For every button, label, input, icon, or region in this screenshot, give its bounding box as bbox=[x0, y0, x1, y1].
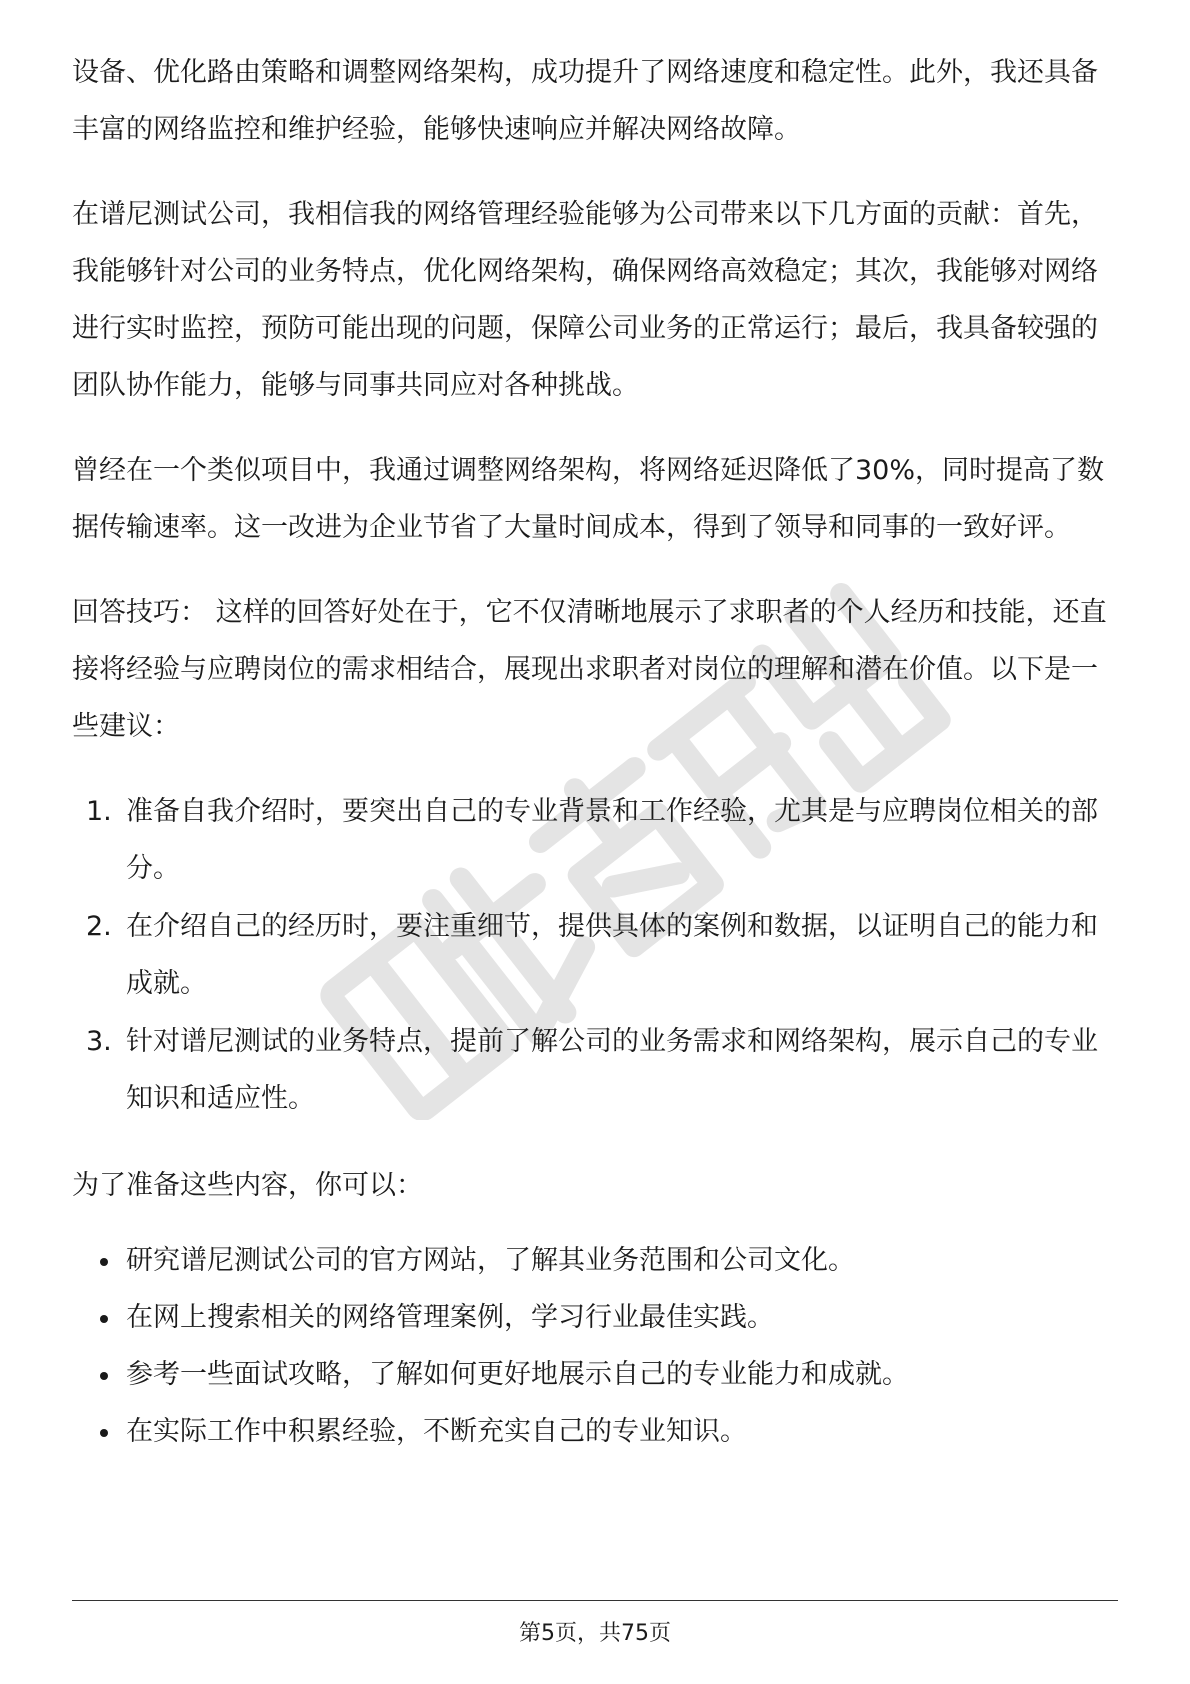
paragraph-contribution: 在谱尼测试公司，我相信我的网络管理经验能够为公司带来以下几方面的贡献：首先，我能够针对公司的业务特点，优化网络架构，确保网络高效稳定；其次，我能够对网络进行实时监控，预防可能出现的问题，保障公司业务的正常运行；最后，我具备较强的团队协作能力，能够与同事共同应对各种挑战。 bbox=[72, 199, 1098, 401]
paragraph-prep-intro: 为了准备这些内容，你可以： bbox=[72, 1170, 423, 1201]
list-item bbox=[72, 1232, 1118, 1289]
list-item bbox=[72, 1013, 1118, 1127]
paragraph-experience-intro: 设备、优化路由策略和调整网络架构，成功提升了网络速度和稳定性。此外，我还具备丰富的网络监控和维护经验，能够快速响应并解决网络故障。 bbox=[72, 57, 1098, 145]
list-item bbox=[72, 898, 1118, 1012]
footer-divider bbox=[72, 1600, 1118, 1601]
document-body bbox=[72, 44, 1118, 1460]
bullet-icon bbox=[100, 1315, 108, 1323]
list-item bbox=[72, 1346, 1118, 1403]
page-number: 第5页，共75页 bbox=[519, 1621, 671, 1646]
list-item-text: 准备自我介绍时，要突出自己的专业背景和工作经验，尤其是与应聘岗位相关的部分。 bbox=[126, 796, 1098, 884]
list-item bbox=[72, 1403, 1118, 1460]
list-item-text: 在实际工作中积累经验，不断充实自己的专业知识。 bbox=[126, 1416, 747, 1447]
bullet-icon bbox=[100, 1429, 108, 1437]
list-item-text: 研究谱尼测试公司的官方网站，了解其业务范围和公司文化。 bbox=[126, 1245, 855, 1276]
list-item-number: 2. bbox=[86, 911, 112, 942]
list-item bbox=[72, 783, 1118, 897]
preparation-list bbox=[72, 1232, 1118, 1460]
list-item-text: 在介绍自己的经历时，要注重细节，提供具体的案例和数据，以证明自己的能力和成就。 bbox=[126, 911, 1098, 999]
list-item-text: 在网上搜索相关的网络管理案例，学习行业最佳实践。 bbox=[126, 1302, 774, 1333]
list-item-text: 针对谱尼测试的业务特点，提前了解公司的业务需求和网络架构，展示自己的专业知识和适应性。 bbox=[126, 1026, 1098, 1114]
list-item-number: 1. bbox=[86, 796, 112, 827]
bullet-icon bbox=[100, 1258, 108, 1266]
paragraph-answer-tips: 回答技巧： 这样的回答好处在于，它不仅清晰地展示了求职者的个人经历和技能，还直接将经验与应聘岗位的需求相结合，展现出求职者对岗位的理解和潜在价值。以下是一些建议： bbox=[72, 597, 1107, 742]
bullet-icon bbox=[100, 1372, 108, 1380]
list-item bbox=[72, 1289, 1118, 1346]
list-item-text: 参考一些面试攻略，了解如何更好地展示自己的专业能力和成就。 bbox=[126, 1359, 909, 1390]
paragraph-project-example: 曾经在一个类似项目中，我通过调整网络架构，将网络延迟降低了30%，同时提高了数据传输速率。这一改进为企业节省了大量时间成本，得到了领导和同事的一致好评。 bbox=[72, 455, 1105, 543]
list-item-number: 3. bbox=[86, 1026, 112, 1057]
suggestion-list bbox=[72, 783, 1118, 1127]
